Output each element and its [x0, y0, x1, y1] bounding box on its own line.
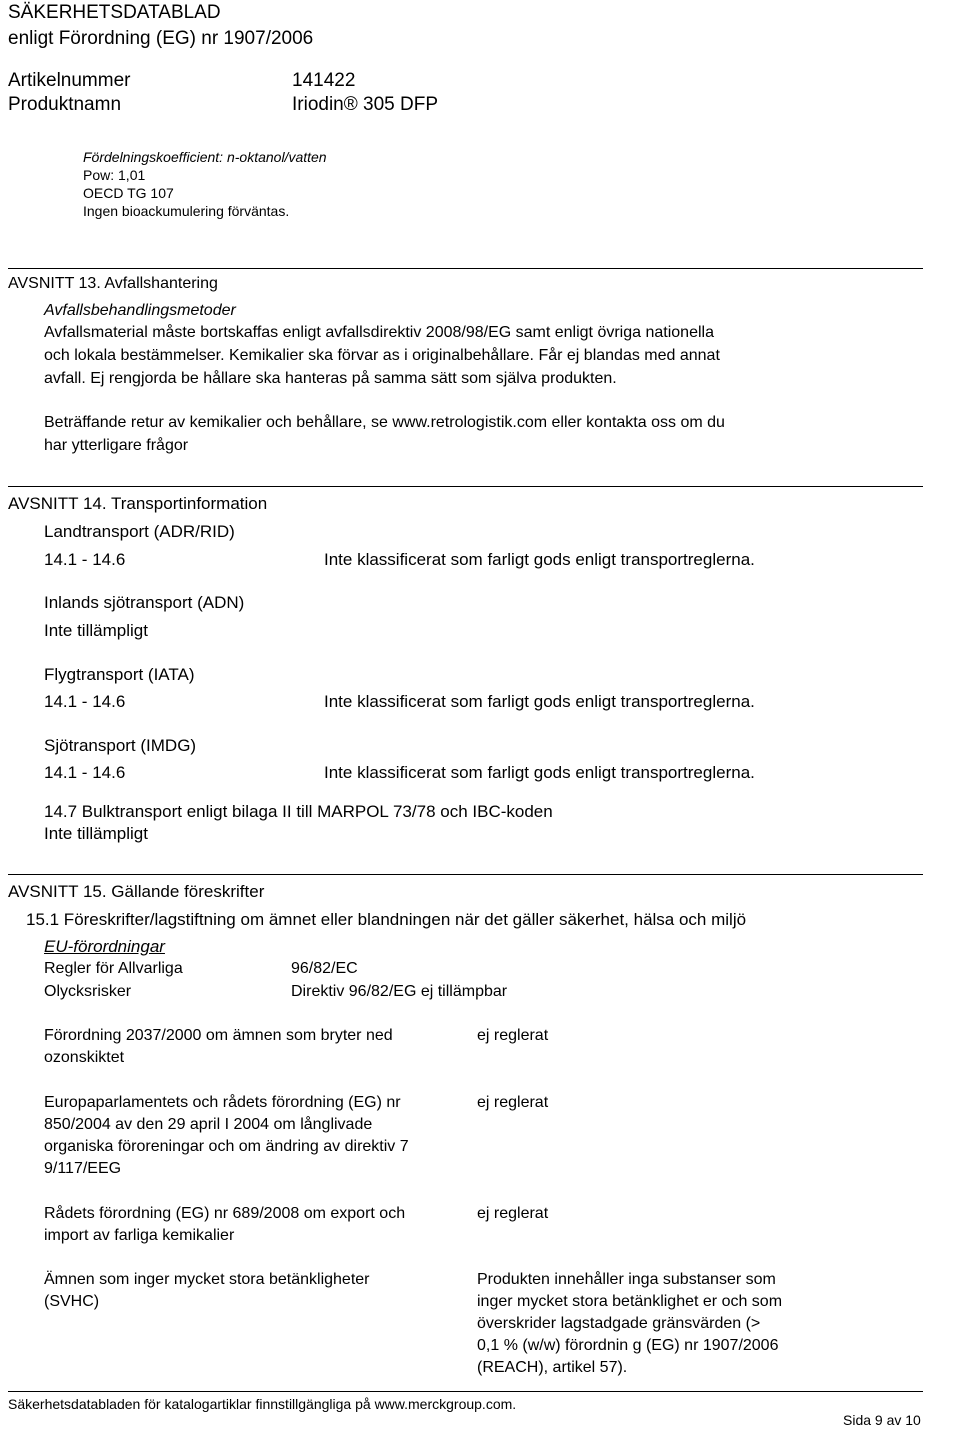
pop-regulation-label: organiska föroreningar och om ändring av direktiv 7	[44, 1138, 409, 1155]
inland-transport-value: Inte tillämpligt	[44, 621, 148, 640]
section-divider	[8, 486, 923, 487]
sea-transport-value: Inte klassificerat som farligt gods enligt transportreglerna.	[324, 763, 755, 782]
ozone-regulation-value: ej reglerat	[477, 1027, 549, 1044]
page-number: Sida 9 av 10	[843, 1412, 921, 1428]
land-transport-heading: Landtransport (ADR/RID)	[44, 522, 235, 541]
bioaccumulation-note: Ingen bioackumulering förväntas.	[83, 203, 290, 219]
svhc-label: (SVHC)	[44, 1293, 100, 1310]
return-info-line: Beträffande retur av kemikalier och behållare, se www.retrologistik.com eller kontakta oss om du	[44, 414, 725, 431]
inland-transport-heading: Inlands sjötransport (ADN)	[44, 593, 245, 612]
bulk-transport-heading: 14.7 Bulktransport enligt bilaga II till MARPOL 73/78 och IBC-koden	[44, 802, 553, 821]
waste-text-line: Avfallsmaterial måste bortskaffas enligt avfallsdirektiv 2008/98/EG samt enligt övriga nationella	[44, 324, 714, 341]
section-14-heading: AVSNITT 14. Transportinformation	[8, 494, 268, 513]
ozone-regulation-label: Förordning 2037/2000 om ämnen som bryter ned	[44, 1027, 393, 1044]
ozone-regulation-label: ozonskiktet	[44, 1049, 125, 1066]
document-title: SÄKERHETSDATABLAD	[8, 2, 221, 23]
section-divider	[8, 268, 923, 269]
svhc-value: (REACH), artikel 57).	[477, 1359, 628, 1376]
regulations-subheading: 15.1 Föreskrifter/lagstiftning om ämnet eller blandningen när det gäller säkerhet, hälsa och miljö	[26, 910, 747, 929]
section-divider	[8, 874, 923, 875]
major-accident-value: 96/82/EC	[291, 960, 358, 977]
pop-regulation-label: Europaparlamentets och rådets förordning (EG) nr	[44, 1094, 401, 1111]
major-accident-value: Direktiv 96/82/EG ej tillämpbar	[291, 983, 508, 1000]
sea-transport-heading: Sjötransport (IMDG)	[44, 736, 197, 755]
section-15-heading: AVSNITT 15. Gällande föreskrifter	[8, 882, 265, 901]
air-transport-value: Inte klassificerat som farligt gods enligt transportreglerna.	[324, 692, 755, 711]
pop-regulation-label: 850/2004 av den 29 april I 2004 om långlivade	[44, 1116, 373, 1133]
svhc-label: Ämnen som inger mycket stora betänkligheter	[44, 1271, 370, 1288]
pop-regulation-label: 9/117/EEG	[44, 1160, 122, 1177]
bulk-transport-value: Inte tillämpligt	[44, 824, 148, 843]
air-transport-heading: Flygtransport (IATA)	[44, 665, 195, 684]
product-name-label: Produktnamn	[8, 94, 122, 115]
waste-methods-subheading: Avfallsbehandlingsmetoder	[44, 302, 236, 319]
land-transport-value: Inte klassificerat som farligt gods enligt transportreglerna.	[324, 550, 755, 569]
footer-note: Säkerhetsdatabladen för katalogartiklar finnstillgängliga på www.merckgroup.com.	[8, 1396, 517, 1412]
svhc-value: 0,1 % (w/w) förordnin g (EG) nr 1907/2006	[477, 1337, 779, 1354]
export-regulation-label: Rådets förordning (EG) nr 689/2008 om export och	[44, 1205, 406, 1222]
land-transport-code: 14.1 - 14.6	[44, 550, 126, 569]
waste-text-line: och lokala bestämmelser. Kemikalier ska förvar as i originalbehållare. Får ej blandas med annat	[44, 347, 720, 364]
export-regulation-label: import av farliga kemikalier	[44, 1227, 235, 1244]
test-method: OECD TG 107	[83, 185, 174, 201]
svhc-value: överskrider lagstadgade gränsvärden (>	[477, 1315, 761, 1332]
svhc-value: Produkten innehåller inga substanser som	[477, 1271, 776, 1288]
export-regulation-value: ej reglerat	[477, 1205, 549, 1222]
air-transport-code: 14.1 - 14.6	[44, 692, 126, 711]
major-accident-label: Regler för Allvarliga	[44, 960, 183, 977]
pow-value: Pow: 1,01	[83, 167, 146, 183]
sea-transport-code: 14.1 - 14.6	[44, 763, 126, 782]
product-name-value: Iriodin® 305 DFP	[292, 94, 439, 115]
return-info-line: har ytterligare frågor	[44, 437, 189, 454]
waste-text-line: avfall. Ej rengjorda be hållare ska hanteras på samma sätt som själva produkten.	[44, 370, 617, 387]
eu-regulations-heading: EU-förordningar	[44, 937, 165, 956]
pop-regulation-value: ej reglerat	[477, 1094, 549, 1111]
major-accident-label: Olycksrisker	[44, 983, 132, 1000]
article-number-label: Artikelnummer	[8, 70, 131, 91]
article-number-value: 141422	[292, 70, 356, 91]
footer-divider	[8, 1391, 923, 1392]
section-13-heading: AVSNITT 13. Avfallshantering	[8, 275, 218, 292]
partition-coefficient-title: Fördelningskoefficient: n-oktanol/vatten	[83, 149, 327, 165]
svhc-value: inger mycket stora betänklighet er och som	[477, 1293, 783, 1310]
regulation-subtitle: enligt Förordning (EG) nr 1907/2006	[8, 28, 314, 49]
